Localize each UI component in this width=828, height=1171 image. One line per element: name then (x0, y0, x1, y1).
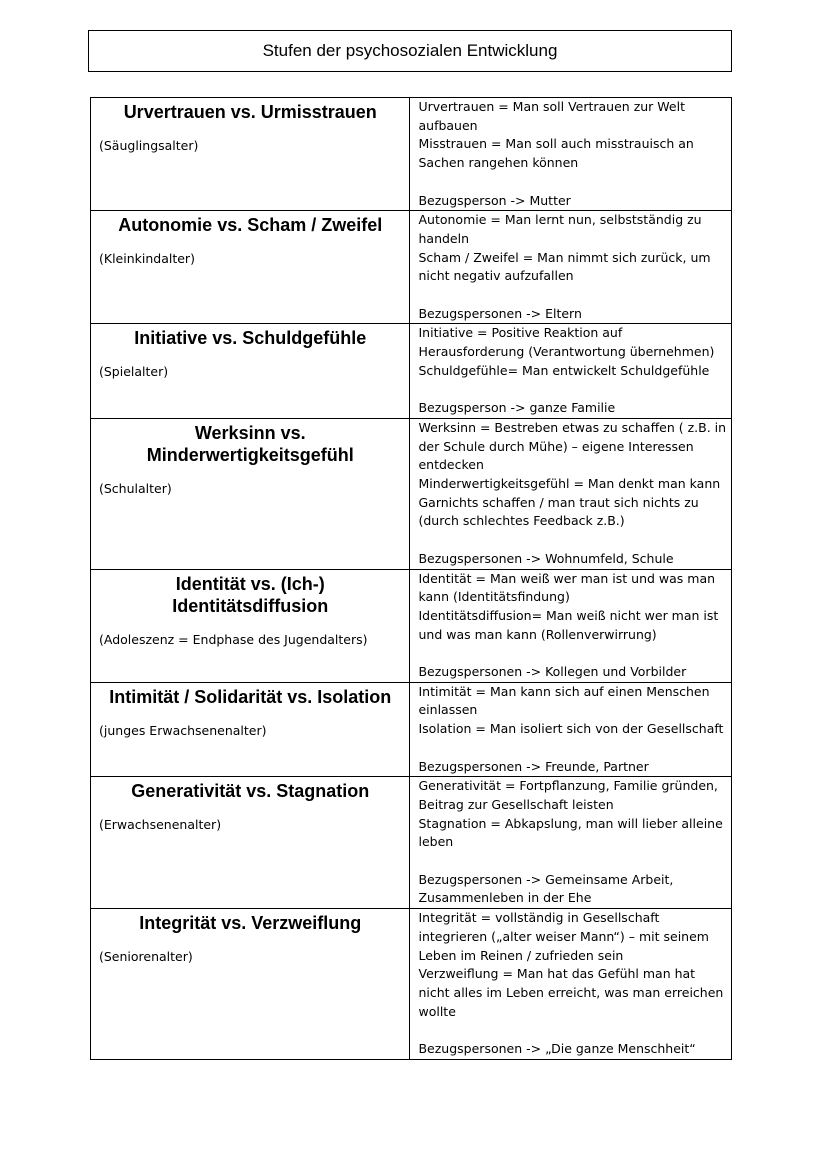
stage-name: Identität vs. (Ich-) Identitätsdiffusion (172, 573, 329, 616)
blank-line (418, 286, 727, 305)
stage-age: (Schulalter) (99, 480, 172, 496)
stage-age: (Kleinkindalter) (99, 251, 195, 267)
stage-description-cell (410, 682, 732, 777)
stage-row (91, 418, 732, 569)
description-line: handeln (418, 230, 470, 246)
reference-person-line: Bezugsperson -> Mutter (418, 192, 571, 208)
description-line: Garnichts schaffen / man traut sich nichts zu (418, 494, 699, 510)
stage-age: (Seniorenalter) (99, 949, 193, 965)
reference-person-line: Zusammenleben in der Ehe (418, 890, 592, 906)
description-line: Intimität = Man kann sich auf einen Menschen (418, 683, 710, 699)
stage-description-cell (410, 98, 732, 211)
stage-title-cell (91, 909, 410, 1060)
stage-description-cell (410, 569, 732, 682)
description-line: Sachen rangehen können (418, 155, 579, 171)
description-line: Identitätsdiffusion= Man weiß nicht wer man ist (418, 607, 719, 623)
description-line: Identität = Man weiß wer man ist und was man (418, 570, 716, 586)
stage-title-cell (91, 569, 410, 682)
stage-name: Generativität vs. Stagnation (131, 781, 370, 802)
stage-age: (junges Erwachsenenalter) (99, 722, 267, 738)
blank-line (418, 852, 727, 871)
description-line: Misstrauen = Man soll auch misstrauisch an (418, 136, 694, 152)
stage-name: Initiative vs. Schuldgefühle (134, 328, 367, 349)
blank-line (418, 644, 727, 663)
reference-person-line: Bezugspersonen -> „Die ganze Menschheit“ (418, 1041, 696, 1057)
stage-description-cell (410, 777, 732, 909)
stage-description (410, 570, 731, 682)
stage-title-cell (91, 324, 410, 419)
stage-row (91, 682, 732, 777)
stage-description-cell (410, 211, 732, 324)
stages-table (90, 97, 732, 1060)
stage-description-cell (410, 324, 732, 419)
stage-name: Autonomie vs. Scham / Zweifel (118, 215, 383, 236)
stage-description (410, 683, 731, 777)
document-title: Stufen der psychosozialen Entwicklung (88, 30, 732, 72)
blank-line (418, 173, 727, 192)
stage-title-cell (91, 682, 410, 777)
description-line: Scham / Zweifel = Man nimmt sich zurück, um (418, 249, 711, 265)
stage-age: (Adoleszenz = Endphase des Jugendalters) (99, 631, 368, 647)
stage-title-cell (91, 777, 410, 909)
reference-person-line: Bezugsperson -> ganze Familie (418, 400, 616, 416)
stage-title-cell (91, 211, 410, 324)
description-line: Leben im Reinen / zufrieden sein (418, 947, 624, 963)
stage-age: (Erwachsenenalter) (99, 817, 222, 833)
description-line: Schuldgefühle= Man entwickelt Schuldgefühle (418, 362, 710, 378)
stage-description-cell (410, 418, 732, 569)
stage-description (410, 909, 731, 1059)
description-line: aufbauen (418, 117, 478, 133)
description-line: Herausforderung (Verantwortung übernehmen) (418, 344, 715, 360)
description-line: und was man kann (Rollenverwirrung) (418, 626, 657, 642)
stage-description-cell (410, 909, 732, 1060)
description-line: Integrität = vollständig in Gesellschaft (418, 910, 660, 926)
stage-description (410, 211, 731, 323)
stage-row (91, 909, 732, 1060)
stage-row (91, 777, 732, 909)
description-line: Initiative = Positive Reaktion auf (418, 325, 623, 341)
blank-line (418, 531, 727, 550)
description-line: wollte (418, 1003, 456, 1019)
stage-row (91, 569, 732, 682)
description-line: der Schule durch Mühe) – eigene Interessen (418, 438, 694, 454)
description-line: entdecken (418, 457, 484, 473)
description-line: Minderwertigkeitsgefühl = Man denkt man kann (418, 476, 721, 492)
blank-line (418, 381, 727, 400)
stage-name: Werksinn vs. Minderwertigkeitsgefühl (146, 422, 354, 465)
description-line: Generativität = Fortpflanzung, Familie gründen, (418, 778, 718, 794)
description-line: leben (418, 834, 454, 850)
reference-person-line: Bezugspersonen -> Kollegen und Vorbilder (418, 664, 687, 680)
stage-row (91, 211, 732, 324)
stage-age: (Säuglingsalter) (99, 138, 199, 153)
description-line: Urvertrauen = Man soll Vertrauen zur Welt (418, 99, 685, 114)
stage-name: Integrität vs. Verzweiflung (139, 913, 362, 934)
stage-age: (Spielalter) (99, 364, 169, 380)
description-line: Werksinn = Bestreben etwas zu schaffen ( z.B. in (418, 419, 727, 435)
description-line: Verzweiflung = Man hat das Gefühl man hat (418, 966, 696, 982)
description-line: integrieren („alter weiser Mann“) – mit seinem (418, 928, 709, 944)
stage-title-cell (91, 98, 410, 211)
reference-person-line: Bezugspersonen -> Gemeinsame Arbeit, (418, 871, 674, 887)
stage-title-cell (91, 418, 410, 569)
stage-row (91, 98, 732, 211)
description-line: (durch schlechtes Feedback z.B.) (418, 513, 625, 529)
reference-person-line: Bezugspersonen -> Wohnumfeld, Schule (418, 550, 674, 566)
description-line: kann (Identitätsfindung) (418, 589, 570, 605)
description-line: nicht negativ aufzufallen (418, 268, 574, 284)
description-line: Beitrag zur Gesellschaft leisten (418, 796, 614, 812)
reference-person-line: Bezugspersonen -> Freunde, Partner (418, 758, 649, 774)
stage-description (410, 98, 731, 210)
stage-description (410, 419, 731, 569)
reference-person-line: Bezugspersonen -> Eltern (418, 305, 582, 321)
description-line: Stagnation = Abkapslung, man will lieber alleine (418, 815, 723, 831)
stage-name: Intimität / Solidarität vs. Isolation (109, 686, 392, 707)
blank-line (418, 739, 727, 758)
stage-description (410, 324, 731, 418)
description-line: Isolation = Man isoliert sich von der Gesellschaft (418, 721, 724, 737)
description-line: Autonomie = Man lernt nun, selbstständig zu (418, 212, 702, 228)
stage-row (91, 324, 732, 419)
stage-description (410, 777, 731, 908)
description-line: einlassen (418, 702, 478, 718)
blank-line (418, 1021, 727, 1040)
description-line: nicht alles im Leben erreicht, was man erreichen (418, 984, 724, 1000)
stage-name: Urvertrauen vs. Urmisstrauen (123, 102, 377, 122)
